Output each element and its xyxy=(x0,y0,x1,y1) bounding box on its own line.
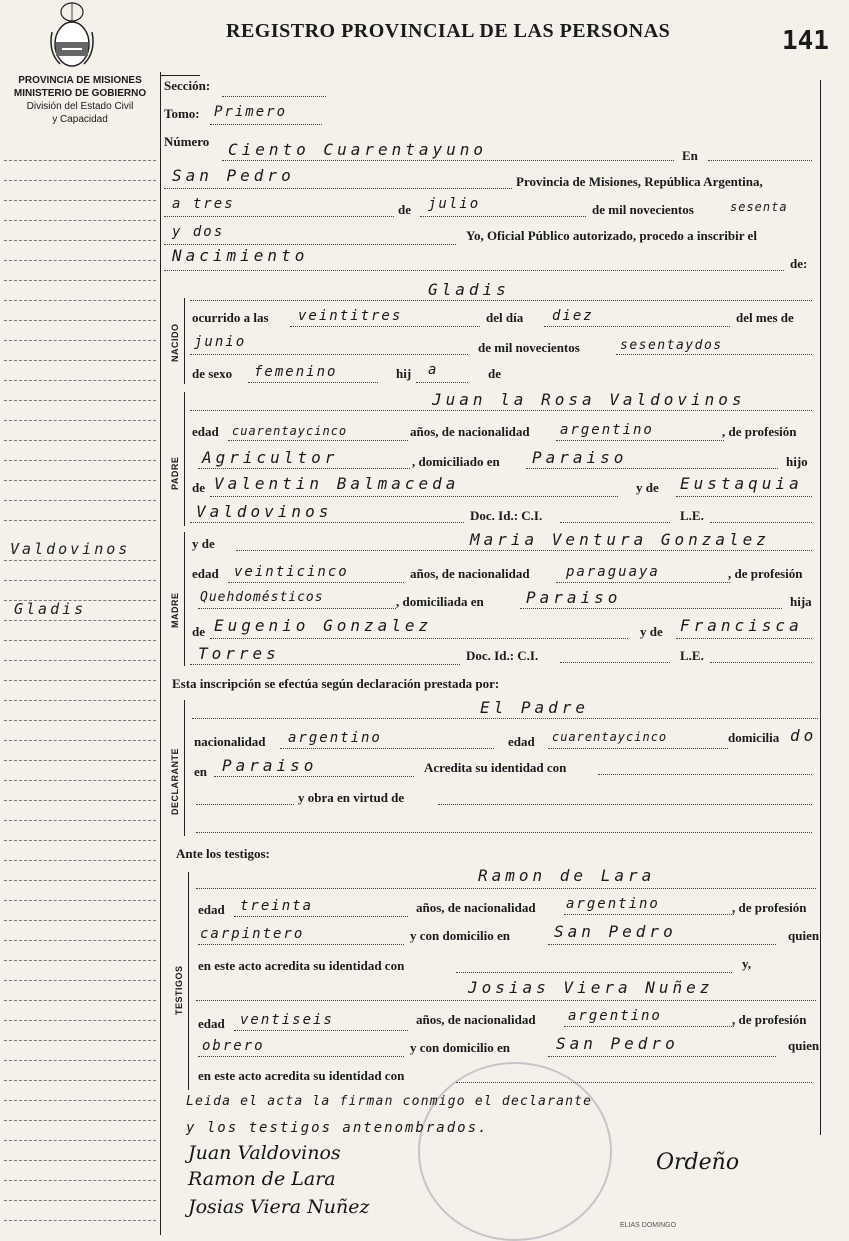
closing-line-1: Leida el acta la firman conmigo el declarante xyxy=(186,1094,593,1109)
declarante-domicilia-label: domicilia xyxy=(728,730,780,745)
t1-prof-value: carpintero xyxy=(200,926,305,942)
madre-yde-label: y de xyxy=(192,536,215,551)
testigos-intro: Ante los testigos: xyxy=(176,846,270,861)
madre-edad-label: edad xyxy=(192,566,219,581)
declarante-nombre: El Padre xyxy=(480,698,590,717)
t1-anios-label: años, de nacionalidad xyxy=(416,900,536,915)
madre-hija-label: hija xyxy=(790,594,812,609)
madre-abuelo-value: Eugenio Gonzalez xyxy=(214,616,433,635)
de-label: de xyxy=(398,202,411,217)
signature-oficial: Ordeño xyxy=(656,1150,740,1175)
tomo-label: Tomo: xyxy=(164,106,200,121)
nacido-nombre: Gladis xyxy=(428,280,510,299)
dia-nacido-value: diez xyxy=(552,308,594,324)
hora-value: veintitres xyxy=(298,308,403,324)
anio-value-a: sesenta xyxy=(730,200,788,214)
declarante-edad-label: edad xyxy=(508,734,535,749)
section-label-nacido: NACIDO xyxy=(170,323,180,362)
t2-anios-label: años, de nacionalidad xyxy=(416,1012,536,1027)
del-dia-label: del día xyxy=(486,310,524,325)
padre-yde-label: y de xyxy=(636,480,659,495)
padre-nombre: Juan la Rosa Valdovinos xyxy=(432,390,746,409)
declarante-en-value: Paraiso xyxy=(222,756,318,775)
t2-nac-value: argentino xyxy=(568,1008,662,1024)
section-label-testigos: TESTIGOS xyxy=(174,965,184,1015)
t2-edad-label: edad xyxy=(198,1016,225,1031)
padre-edad-value: cuarentaycinco xyxy=(232,424,348,438)
stub-province: PROVINCIA DE MISIONES xyxy=(18,75,142,86)
madre-nacionalidad-value: paraguaya xyxy=(566,564,660,580)
seccion-field xyxy=(222,96,326,97)
stub-note-surname: Valdovinos xyxy=(10,540,131,558)
section-label-madre: MADRE xyxy=(170,592,180,628)
lugar-value: San Pedro xyxy=(172,166,295,185)
madre-domicilio-label: , domiciliada en xyxy=(396,594,484,609)
mil-label: de mil novecientos xyxy=(592,202,694,217)
section-label-padre: PADRE xyxy=(170,456,180,490)
declarante-acredita-label: Acredita su identidad con xyxy=(424,760,567,775)
stub-note-name: Gladis xyxy=(14,600,87,618)
official-stamp xyxy=(418,1062,612,1241)
t2-dom-label: y con domicilio en xyxy=(410,1040,511,1055)
del-mes-label: del mes de xyxy=(736,310,794,325)
padre-edad-label: edad xyxy=(192,424,219,439)
numero-value: Ciento Cuarentayuno xyxy=(228,140,488,159)
padre-doc-label: Doc. Id.: C.I. xyxy=(470,508,543,523)
stub-ministry: MINISTERIO DE GOBIERNO xyxy=(13,88,147,99)
stub-header xyxy=(6,74,154,126)
madre-abuela-value-a: Francisca xyxy=(680,616,803,635)
padre-abuela-value-a: Eustaquia xyxy=(680,474,803,493)
madre-profesion-label: , de profesión xyxy=(728,566,803,581)
stub-capacity: y Capacidad xyxy=(52,114,108,125)
t2-edad-value: ventiseis xyxy=(240,1012,334,1028)
hij-value: a xyxy=(428,362,439,378)
coat-of-arms-icon xyxy=(48,2,96,68)
t1-nac-value: argentino xyxy=(566,896,660,912)
t1-dom-value: San Pedro xyxy=(554,922,677,941)
de-colon: de: xyxy=(790,256,808,271)
padre-domicilio-label: , domiciliado en xyxy=(412,454,500,469)
dia-value: a tres xyxy=(172,196,235,212)
anio-value-b: y dos xyxy=(172,224,225,240)
mil-nacido-label: de mil novecientos xyxy=(478,340,580,355)
declarante-edad-value: cuarentaycinco xyxy=(552,730,668,744)
provincia-text: Provincia de Misiones, República Argentina, xyxy=(516,174,763,189)
mes-nacido-value: junio xyxy=(194,334,247,350)
anio-nacido-value: sesentaydos xyxy=(620,338,723,353)
declarante-obra-label: y obra en virtud de xyxy=(298,790,405,805)
sexo-label: de sexo xyxy=(192,366,233,381)
declarante-intro: Esta inscripción se efectúa según declaración prestada por: xyxy=(172,676,500,691)
seccion-label: Sección: xyxy=(164,78,211,93)
t1-edad-value: treinta xyxy=(240,898,314,914)
padre-anios-label: años, de nacionalidad xyxy=(410,424,530,439)
padre-domicilio-value: Paraiso xyxy=(532,448,628,467)
tomo-value: Primero xyxy=(214,104,288,120)
t1-prof-label: , de profesión xyxy=(732,900,807,915)
ocurrido-label: ocurrido a las xyxy=(192,310,269,325)
t2-prof-label: , de profesión xyxy=(732,1012,807,1027)
padre-nacionalidad-value: argentino xyxy=(560,422,654,438)
oficial-text: Yo, Oficial Público autorizado, procedo a inscribir el xyxy=(466,228,757,243)
madre-doc-label: Doc. Id.: C.I. xyxy=(466,648,539,663)
declarante-domicilia-value: do xyxy=(790,726,818,745)
declarante-nac-label: nacionalidad xyxy=(194,734,266,749)
mes-value: julio xyxy=(428,196,481,212)
padre-hijo-label: hijo xyxy=(786,454,808,469)
madre-de-label: de xyxy=(192,624,205,639)
padre-profesion-label: , de profesión xyxy=(722,424,797,439)
stamp-caption: ELIAS DOMINGO xyxy=(620,1222,677,1229)
t2-acredita-label: en este acto acredita su identidad con xyxy=(198,1068,405,1083)
sexo-value: femenino xyxy=(254,364,338,380)
declarante-nac-value: argentino xyxy=(288,730,382,746)
signature-declarante: Juan Valdovinos xyxy=(188,1142,341,1164)
padre-abuelo-value: Valentin Balmaceda xyxy=(214,474,460,493)
stub-division: División del Estado Civil xyxy=(26,101,134,112)
padre-de-label: de xyxy=(192,480,205,495)
t1-acredita-label: en este acto acredita su identidad con xyxy=(198,958,405,973)
t1-edad-label: edad xyxy=(198,902,225,917)
padre-le-label: L.E. xyxy=(680,508,704,523)
hij-label: hij xyxy=(396,366,412,381)
numero-label: Número xyxy=(164,134,210,149)
madre-abuela-value-b: Torres xyxy=(198,644,280,663)
nacido-de-label: de xyxy=(488,366,501,381)
right-border xyxy=(820,80,821,1135)
t2-dom-value: San Pedro xyxy=(556,1034,679,1053)
declarante-en-label: en xyxy=(194,764,207,779)
t1-dom-label: y con domicilio en xyxy=(410,928,511,943)
signature-testigo-1: Ramon de Lara xyxy=(188,1168,336,1190)
closing-line-2: y los testigos antenombrados. xyxy=(186,1120,489,1136)
acto-value: Nacimiento xyxy=(172,246,309,265)
madre-yde2-label: y de xyxy=(640,624,663,639)
stub-divider xyxy=(160,72,161,1235)
padre-abuela-value-b: Valdovinos xyxy=(196,502,333,521)
section-label-declarante: DECLARANTE xyxy=(170,748,180,815)
t2-quien-label: quien xyxy=(788,1038,820,1053)
testigo1-nombre: Ramon de Lara xyxy=(478,866,656,885)
madre-domicilio-value: Paraiso xyxy=(526,588,622,607)
madre-edad-value: veinticinco xyxy=(234,564,349,580)
document-title: REGISTRO PROVINCIAL DE LAS PERSONAS xyxy=(226,20,671,42)
padre-profesion-value: Agricultor xyxy=(202,448,339,467)
t1-quien-label: quien xyxy=(788,928,820,943)
t2-prof-value: obrero xyxy=(202,1038,265,1054)
testigo2-nombre: Josias Viera Nuñez xyxy=(468,978,714,997)
signature-testigo-2: Josias Viera Nuñez xyxy=(188,1196,370,1218)
madre-le-label: L.E. xyxy=(680,648,704,663)
madre-profesion-value: Quehdomésticos xyxy=(200,590,324,605)
t1-y-label: y, xyxy=(742,956,752,971)
en-label: En xyxy=(682,148,698,163)
madre-nombre: Maria Ventura Gonzalez xyxy=(470,530,770,549)
madre-anios-label: años, de nacionalidad xyxy=(410,566,530,581)
folio-number: 141 xyxy=(782,26,829,56)
